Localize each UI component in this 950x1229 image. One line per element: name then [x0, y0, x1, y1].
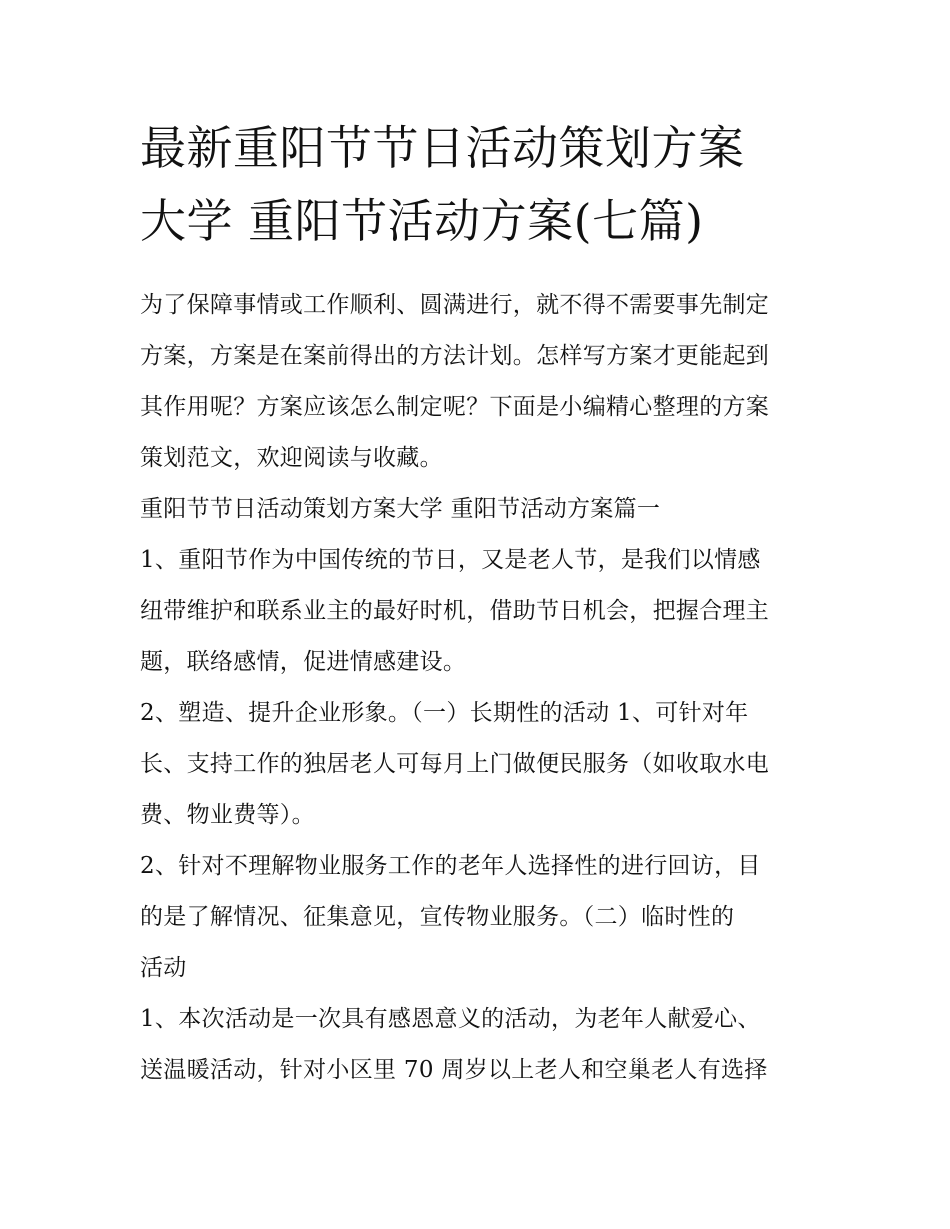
text-line: 纽带维护和联系业主的最好时机，借助节日机会，把握合理主: [140, 598, 770, 624]
paragraph-intro: [140, 280, 820, 484]
paragraph-item-2b: [140, 841, 820, 994]
document-title: [140, 112, 820, 258]
text-line: 为了保障事情或工作顺利、圆满进行，就不得不需要事先制定: [140, 292, 770, 318]
text-line: 其作用呢？方案应该怎么制定呢？下面是小编精心整理的方案: [140, 394, 770, 420]
text-line: 重阳节节日活动策划方案大学 重阳节活动方案篇一: [140, 496, 661, 522]
text-line: 的是了解情况、征集意见，宣传物业服务。（二）临时性的: [140, 904, 735, 930]
text-line: 送温暖活动，针对小区里 70 周岁以上老人和空巢老人有选择: [140, 1057, 768, 1083]
text-line: 2、塑造、提升企业形象。（一）长期性的活动 1、可针对年: [140, 700, 749, 726]
text-line: 长、支持工作的独居老人可每月上门做便民服务（如收取水电: [140, 751, 770, 777]
text-line: 1、本次活动是一次具有感恩意义的活动，为老年人献爱心、: [140, 1006, 761, 1032]
text-line: 活动: [140, 955, 187, 981]
text-line: 1、重阳节作为中国传统的节日，又是老人节，是我们以情感: [140, 547, 761, 573]
paragraph-item-1b: [140, 994, 820, 1096]
text-line: 方案，方案是在案前得出的方法计划。怎样写方案才更能起到: [140, 343, 770, 369]
text-line: 题，联络感情，促进情感建设。: [140, 649, 467, 675]
paragraph-item-1: [140, 535, 820, 688]
title-line-1: 最新重阳节节日活动策划方案: [140, 121, 745, 175]
paragraph-item-2: [140, 688, 820, 841]
document-body: [140, 280, 820, 1096]
text-line: 2、针对不理解物业服务工作的老年人选择性的进行回访，目: [140, 853, 761, 879]
text-line: 策划范文，欢迎阅读与收藏。: [140, 445, 443, 471]
section-heading: [140, 484, 820, 535]
text-line: 费、物业费等）。: [140, 802, 315, 828]
title-line-2: 大学 重阳节活动方案(七篇): [140, 194, 704, 248]
document-page: [140, 112, 820, 1096]
